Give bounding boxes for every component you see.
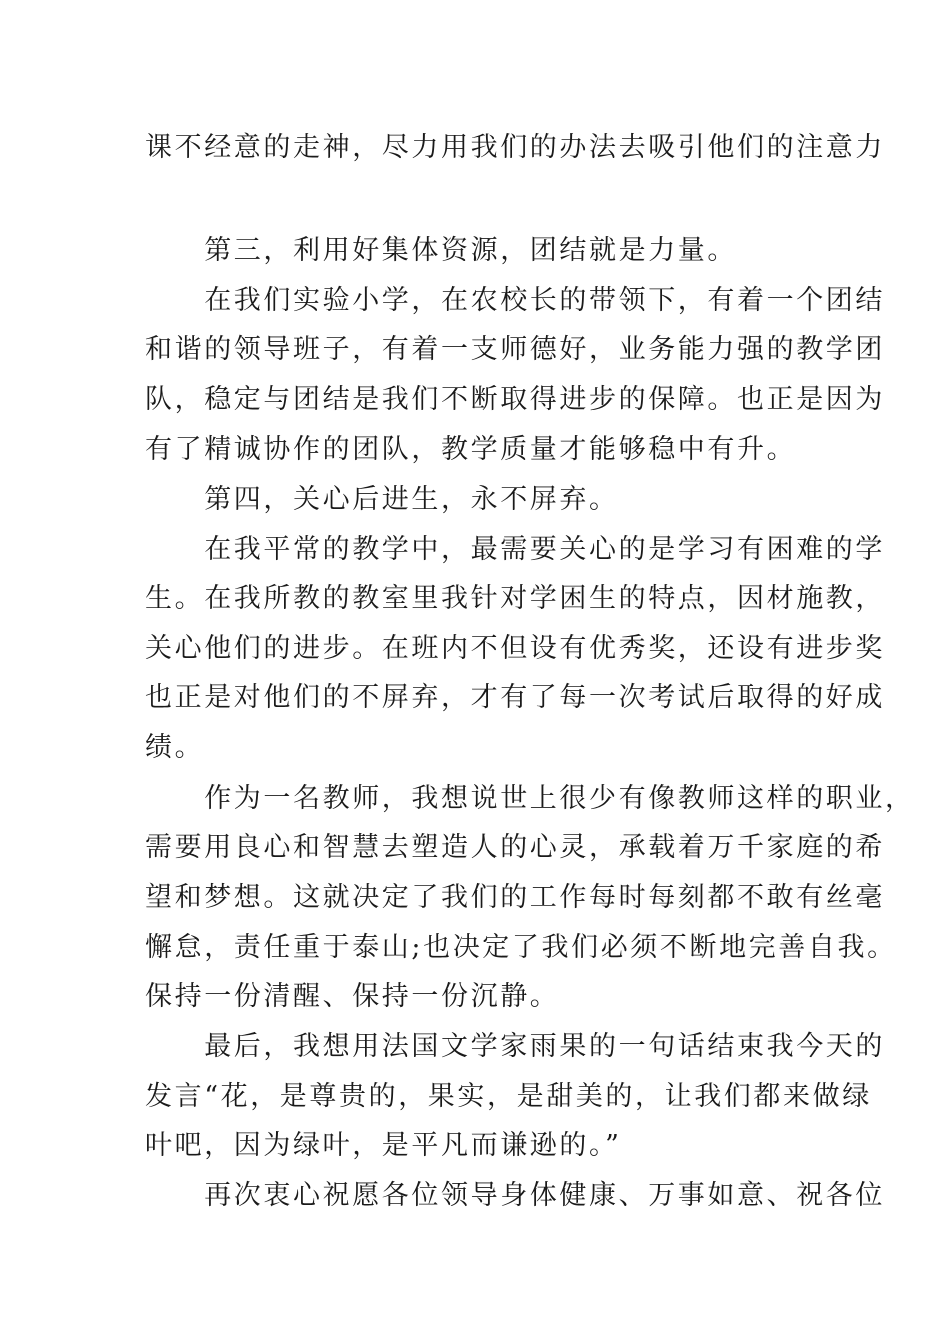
- text-line: 第三，利用好集体资源，团结就是力量。: [145, 235, 737, 266]
- text-line: 队，稳定与团结是我们不断取得进步的保障。也正是因为: [145, 384, 885, 415]
- text-line: 有了精诚协作的团队，教学质量才能够稳中有升。: [145, 434, 797, 465]
- text-line: 关心他们的进步。在班内不但设有优秀奖，还设有进步奖: [145, 633, 885, 664]
- text-line: 和谐的领导班子，有着一支师德好，业务能力强的教学团: [145, 334, 885, 365]
- text-line: 也正是对他们的不屏弃，才有了每一次考试后取得的好成: [145, 682, 885, 713]
- text-line: 在我平常的教学中，最需要关心的是学习有困难的学: [145, 534, 885, 565]
- text-line: 望和梦想。这就决定了我们的工作每时每刻都不敢有丝毫: [145, 882, 885, 913]
- text-line: 需要用良心和智慧去塑造人的心灵，承载着万千家庭的希: [145, 832, 885, 863]
- text-line: 保持一份清醒、保持一份沉静。: [145, 981, 560, 1012]
- text-line: 作为一名教师，我想说世上很少有像教师这样的职业，: [145, 783, 915, 814]
- text-line: 绩。: [145, 732, 205, 763]
- text-line: 生。在我所教的教室里我针对学困生的特点，因材施教，: [145, 583, 885, 614]
- text-line: 第四，关心后进生，永不屏弃。: [145, 484, 619, 515]
- text-line: 在我们实验小学，在农校长的带领下，有着一个团结: [145, 285, 885, 316]
- text-line: 最后，我想用法国文学家雨果的一句话结束我今天的: [145, 1031, 885, 1062]
- text-line: 课不经意的走神，尽力用我们的办法去吸引他们的注意力: [145, 132, 885, 163]
- text-line: 再次衷心祝愿各位领导身体健康、万事如意、祝各位: [145, 1180, 885, 1211]
- text-line: 叶吧，因为绿叶，是平凡而谦逊的。”: [145, 1130, 622, 1161]
- text-line: 懈怠，责任重于泰山;也决定了我们必须不断地完善自我。: [145, 932, 897, 963]
- text-line: 发言“花，是尊贵的，果实，是甜美的，让我们都来做绿: [145, 1081, 872, 1112]
